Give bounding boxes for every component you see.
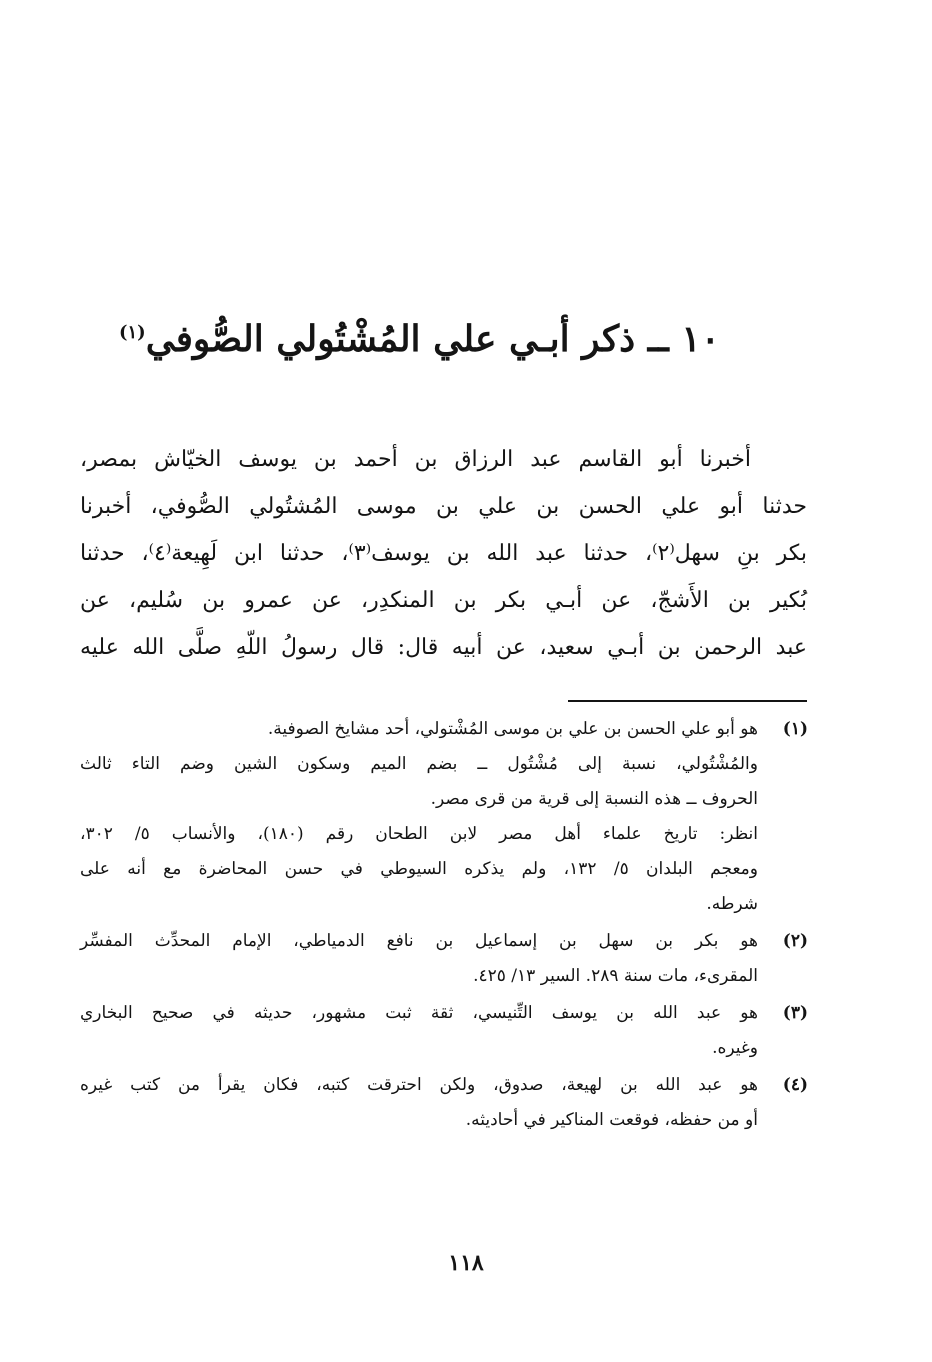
footnote-line: شرطه. xyxy=(706,894,758,914)
footnote-line: هو عبد الله بن يوسف التِّنيسي، ثقة ثبت مشهور، حديثه في صحيح البخاري xyxy=(80,1003,758,1023)
footnote-line: أو من حفظه، فوقعت المناكير في أحاديثه. xyxy=(465,1110,758,1130)
footnote-divider xyxy=(568,700,807,702)
body-line: أخبرنا أبو القاسم عبد الرزاق بن أحمد بن يوسف الخيّاش بمصر، xyxy=(80,447,751,472)
title-footnote-ref: (١) xyxy=(118,322,146,343)
body-paragraph xyxy=(80,436,807,671)
footnote-4 xyxy=(80,1068,808,1138)
footnote-line: هو عبد الله بن لهيعة، صدوق، ولكن احترقت كتبه، فكان يقرأ من كتب غيره xyxy=(80,1075,758,1095)
footnote-number: (٢) xyxy=(782,931,808,951)
footnote-3 xyxy=(80,996,808,1066)
footnote-line: المقرىء، مات سنة ٢٨٩. السير ١٣/ ٤٢٥. xyxy=(473,966,758,986)
chapter-title-text: ١٠ ــ ذكر أبـي علي المُشْتُولي الصُّوفي xyxy=(145,318,720,360)
footnote-line: وغيره. xyxy=(712,1038,758,1058)
body-line: عبد الرحمن بن أبـي سعيد، عن أبيه قال: قال رسولُ اللّهِ صلَّى الله عليه xyxy=(80,635,807,660)
page-number: ١١٨ xyxy=(448,1250,484,1276)
footnotes xyxy=(80,712,808,1140)
footnote-line: ومعجم البلدان ٥/ ١٣٢، ولم يذكره السيوطي في حسن المحاضرة مع أنه على xyxy=(80,859,758,879)
footnote-number: (٤) xyxy=(782,1075,808,1095)
footnote-line: الحروف ــ هذه النسبة إلى قرية من قرى مصر. xyxy=(430,789,758,809)
footnote-line: هو أبو علي الحسن بن علي بن موسى المُشْتولي، أحد مشايخ الصوفية. xyxy=(267,719,758,739)
footnote-line: انظر: تاريخ علماء أهل مصر لابن الطحان رقم (١٨٠)، والأنساب ٥/ ٣٠٢، xyxy=(80,824,759,844)
footnote-line: والمُشْتُولي، نسبة إلى مُشْتُول ــ بضم الميم وسكون الشين وضم التاء ثالث xyxy=(80,754,758,774)
footnote-number: (٣) xyxy=(782,1003,808,1023)
footnote-line: هو بكر بن سهل بن إسماعيل بن نافع الدمياطي، الإمام المحدِّث المفسِّر xyxy=(80,931,758,951)
body-line: حدثنا أبو علي الحسن بن علي بن موسى المُشتُولي الصُّوفي، أخبرنا xyxy=(80,494,807,519)
footnote-1 xyxy=(80,712,808,922)
chapter-title xyxy=(120,308,720,364)
footnote-number: (١) xyxy=(782,719,808,739)
body-line: بكر بنِ سهل⁽٢⁾، حدثنا عبد الله بن يوسف⁽٣⁾، حدثنا ابن لَهِيعة⁽٤⁾، حدثنا xyxy=(80,541,808,566)
body-line: بُكير بن الأَشجّ، عن أبـي بكر بن المنكدِر، عن عمرو بن سُليم، عن xyxy=(80,588,807,613)
footnote-2 xyxy=(80,924,808,994)
